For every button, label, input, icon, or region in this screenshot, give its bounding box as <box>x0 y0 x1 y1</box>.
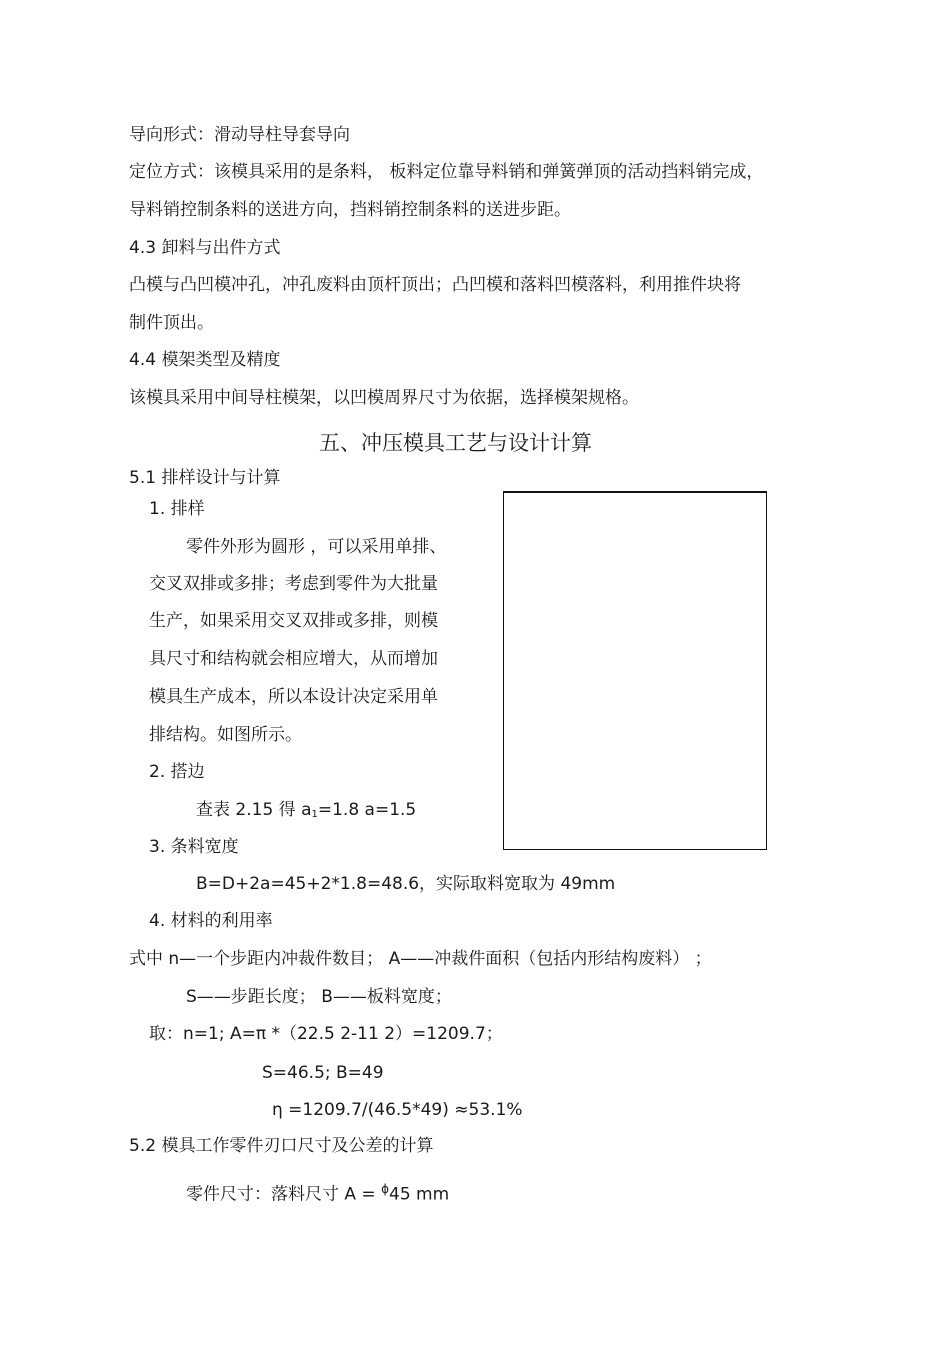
frame-line: 该模具采用中间导柱模架，以凹模周界尺寸为依据，选择模架规格。 <box>129 388 639 408</box>
strip-width-formula: B=D+2a=45+2*1.8=48.6，实际取料宽取为 49mm <box>196 874 616 894</box>
unload-line-2: 制件顶出。 <box>129 313 214 333</box>
item-3-strip-width: 3. 条料宽度 <box>149 837 239 857</box>
overlap-text-a: 查表 2.15 得 a <box>196 800 312 820</box>
part-size-line <box>186 1178 449 1206</box>
layout-para-2: 交叉双排或多排；考虑到零件为大批量 <box>149 574 438 594</box>
item-4-utilization: 4. 材料的利用率 <box>149 911 273 931</box>
overlap-text-b: =1.8 a=1.5 <box>317 800 417 820</box>
eta-line: η =1209.7/(46.5*49) ≈53.1% <box>272 1100 523 1120</box>
locate-line-2: 导料销控制条料的送进方向，挡料销控制条料的送进步距。 <box>129 200 571 220</box>
layout-para-4: 具尺寸和结构就会相应增大，从而增加 <box>149 649 438 669</box>
section-4-3: 4.3 卸料与出件方式 <box>129 238 281 258</box>
part-size-text: 零件尺寸：落料尺寸 A = <box>186 1184 382 1205</box>
layout-para-6: 排结构。如图所示。 <box>149 725 302 745</box>
layout-para-3: 生产，如果采用交叉双排或多排，则模 <box>149 611 438 631</box>
section-5-1: 5.1 排样设计与计算 <box>129 468 281 488</box>
part-size-value: 45 mm <box>389 1184 450 1205</box>
layout-para-1: 零件外形为圆形 ，可以采用单排、 <box>186 537 447 557</box>
item-2-overlap: 2. 搭边 <box>149 762 205 782</box>
chapter-5-title: 五、冲压模具工艺与设计计算 <box>319 431 592 455</box>
take-line-2: S=46.5; B=49 <box>262 1063 384 1083</box>
unload-line-1: 凸模与凸凹模冲孔，冲孔废料由顶杆顶出；凸凹模和落料凹模落料，利用推件块将 <box>129 275 741 295</box>
guide-form-line: 导向形式：滑动导柱导套导向 <box>129 125 350 145</box>
section-4-4: 4.4 模架类型及精度 <box>129 350 281 370</box>
locate-line-1: 定位方式：该模具采用的是条料， 板料定位靠导料销和弹簧弹顶的活动挡料销完成， <box>129 162 764 182</box>
where-line-1: 式中 n—一个步距内冲裁件数目； A——冲裁件面积（包括内形结构废料） ； <box>129 949 712 969</box>
overlap-values <box>196 799 416 826</box>
item-1-layout: 1. 排样 <box>149 499 205 519</box>
section-5-2: 5.2 模具工作零件刃口尺寸及公差的计算 <box>129 1136 434 1156</box>
overlap-subscript: 1 <box>311 809 318 820</box>
where-line-2: S——步距长度； B——板料宽度； <box>186 987 452 1007</box>
take-line-1: 取：n=1; A=π *（22.5 2-11 2）=1209.7； <box>149 1024 503 1044</box>
layout-para-5: 模具生产成本，所以本设计决定采用单 <box>149 687 438 707</box>
phi-symbol: ϕ <box>381 1182 390 1196</box>
layout-figure-frame <box>503 491 767 850</box>
